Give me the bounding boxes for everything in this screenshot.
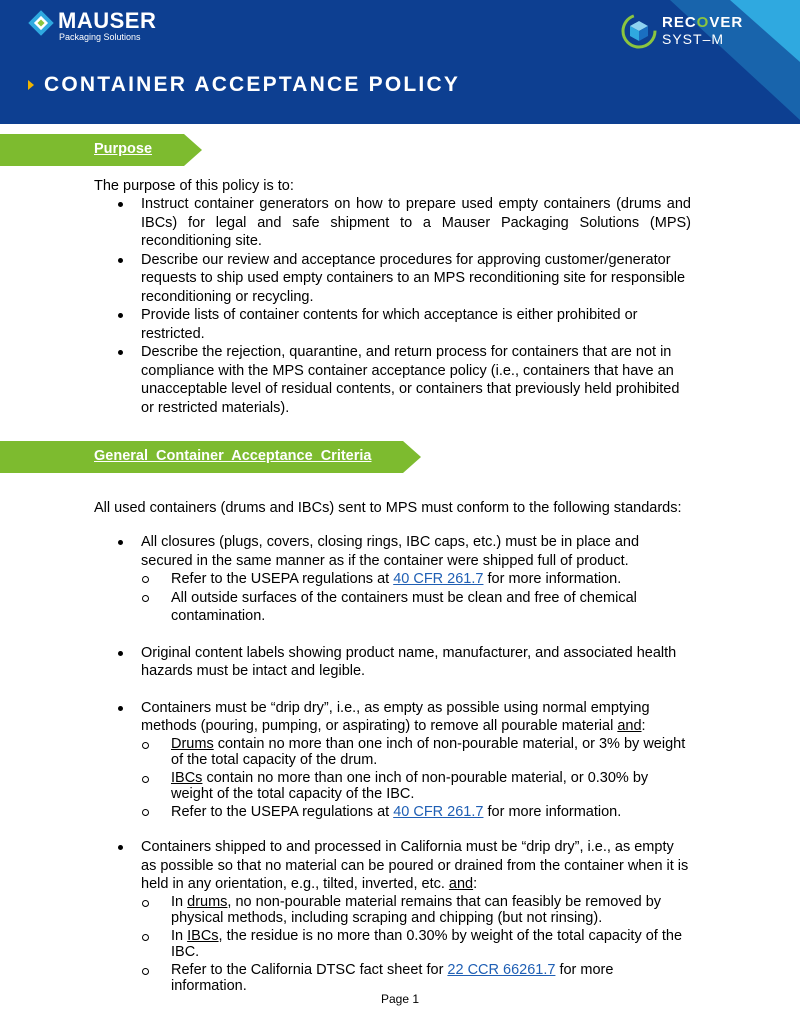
sub-item-text: contain no more than one inch of non-pourable material, or 3% by weight of the total capacity of the drum. (171, 735, 686, 768)
header-banner (0, 0, 800, 124)
purpose-list (116, 195, 691, 417)
list-item-text: Describe the rejection, quarantine, and return process for containers that are not in compliance with the MPS container acceptance policy (i.e., containers that have an unacceptable level of residual contents, or containers that previously held prohibited or restricted materials). (141, 344, 680, 416)
list-item (116, 306, 691, 343)
list-item-text: Containers must be “drip dry”, i.e., as empty as possible using normal emptying methods (pouring, pumping, or aspirating) to remove all pourable material (141, 699, 650, 734)
general-intro: All used containers (drums and IBCs) sent to MPS must conform to the following standards: (94, 500, 682, 516)
general-section-bar (0, 441, 403, 473)
sub-item (141, 589, 691, 626)
sub-item-text: Refer to the USEPA regulations at (171, 571, 394, 587)
list-item-text: All closures (plugs, covers, closing rings, IBC caps, etc.) must be in place and secured in the same manner as if the container were shipped full of product. (141, 534, 640, 569)
bullet-icon (118, 350, 123, 355)
list-item-text: Instruct container generators on how to prepare used empty containers (drums and IBCs) for legal and safe shipment to a Mauser Packaging Solutions (MPS) reconditioning site. (141, 196, 691, 249)
emphasis-and: and (448, 876, 474, 892)
sub-bullet-icon (142, 576, 149, 583)
list-item-text: : (473, 876, 478, 892)
drums-term: Drums (171, 735, 214, 752)
list-item-text: Describe our review and acceptance procedures for approving customer/generator requests to ship used empty containers to an MPS reconditioning site for responsible reconditioning or recycling. (141, 251, 686, 305)
purpose-heading: Purpose (94, 141, 153, 157)
list-item (116, 699, 691, 822)
list-item-text: Provide lists of container contents for which acceptance is either prohibited or restricted. (141, 307, 638, 342)
section-arrow-tip (403, 441, 421, 473)
logo-recover-text (662, 14, 743, 31)
drums-term: drums (187, 893, 228, 910)
page-number: Page 1 (380, 992, 420, 1006)
sub-bullet-icon (142, 934, 149, 941)
bullet-icon (118, 651, 123, 656)
purpose-section-bar (0, 134, 184, 166)
recover-system-logo (620, 12, 750, 52)
bullet-icon (118, 540, 123, 545)
mauser-logo (28, 10, 168, 46)
sub-item-text: In (171, 893, 188, 910)
purpose-intro: The purpose of this policy is to: (94, 178, 294, 194)
logo-recover-part1: REC (662, 14, 697, 31)
list-item (116, 533, 691, 626)
sub-item-text: contain no more than one inch of non-pourable material, or 0.30% by weight of the total capacity of the IBC. (171, 769, 649, 802)
sub-item-text: Refer to the USEPA regulations at (171, 803, 394, 820)
sub-bullet-icon (142, 900, 149, 907)
sub-item-text: In (171, 927, 188, 944)
sub-item-text: for more information. (171, 961, 614, 994)
sub-item-text: , the residue is no more than 0.30% by weight of the total capacity of the IBC. (171, 927, 683, 960)
sub-item-text: for more information. (483, 803, 622, 820)
logo-name: MAUSER (58, 8, 157, 33)
sub-item (141, 736, 691, 768)
bullet-icon (118, 258, 123, 263)
sub-bullet-icon (142, 776, 149, 783)
list-item (116, 251, 691, 307)
title-arrow-icon (28, 80, 34, 90)
section-arrow-tip (184, 134, 202, 166)
list-item (116, 343, 691, 417)
list-item (116, 195, 691, 251)
general-heading: General Container Acceptance Criteria (94, 448, 372, 464)
sub-item-text: Refer to the California DTSC fact sheet for (171, 961, 448, 978)
general-list (116, 533, 691, 994)
recycle-cube-icon (620, 12, 658, 50)
logo-subtitle: Packaging Solutions (59, 32, 141, 42)
logo-recover-part2: O (696, 14, 710, 31)
list-item-text: Containers shipped to and processed in California must be “drip dry”, i.e., as empty as possible so that no material can be poured or drained from the container when it is held in any orientation, e.g., tilted, inverted, etc. (141, 839, 689, 892)
bullet-icon (118, 845, 123, 850)
list-item (116, 838, 691, 994)
sub-item-text: All outside surfaces of the containers must be clean and free of chemical contamination. (171, 589, 637, 624)
bullet-icon (118, 202, 123, 207)
sub-bullet-icon (142, 595, 149, 602)
ibcs-term: IBCs (171, 769, 203, 786)
cfr-261-7-link[interactable]: 40 CFR 261.7 (393, 571, 484, 587)
sub-item-text: for more information. (483, 571, 622, 587)
sub-item (141, 803, 691, 822)
bullet-icon (118, 313, 123, 318)
list-item-text: : (641, 718, 646, 734)
list-item-text: Original content labels showing product name, manufacturer, and associated health hazards must be intact and legible. (141, 644, 677, 679)
sub-item (141, 894, 691, 926)
page-title: CONTAINER ACCEPTANCE POLICY (44, 73, 461, 96)
sub-item (141, 928, 691, 960)
sub-bullet-icon (142, 742, 149, 749)
sub-item (141, 962, 691, 994)
sub-bullet-icon (142, 809, 149, 816)
logo-system-text: SYST–M (662, 31, 725, 47)
sub-bullet-icon (142, 968, 149, 975)
sub-item (141, 770, 691, 802)
sub-item (141, 570, 691, 589)
cfr-261-7-link[interactable]: 40 CFR 261.7 (393, 803, 484, 820)
sub-item-text: , no non-pourable material remains that can feasibly be removed by physical methods, including scraping and chipping (but not rinsing). (171, 893, 662, 926)
emphasis-and: and (617, 718, 642, 734)
mauser-diamond-icon (28, 10, 54, 36)
ibcs-term: IBCs (187, 927, 219, 944)
ccr-66261-7-link[interactable]: 22 CCR 66261.7 (447, 961, 556, 978)
bullet-icon (118, 706, 123, 711)
list-item (116, 644, 691, 681)
logo-recover-part3: VER (709, 14, 744, 31)
